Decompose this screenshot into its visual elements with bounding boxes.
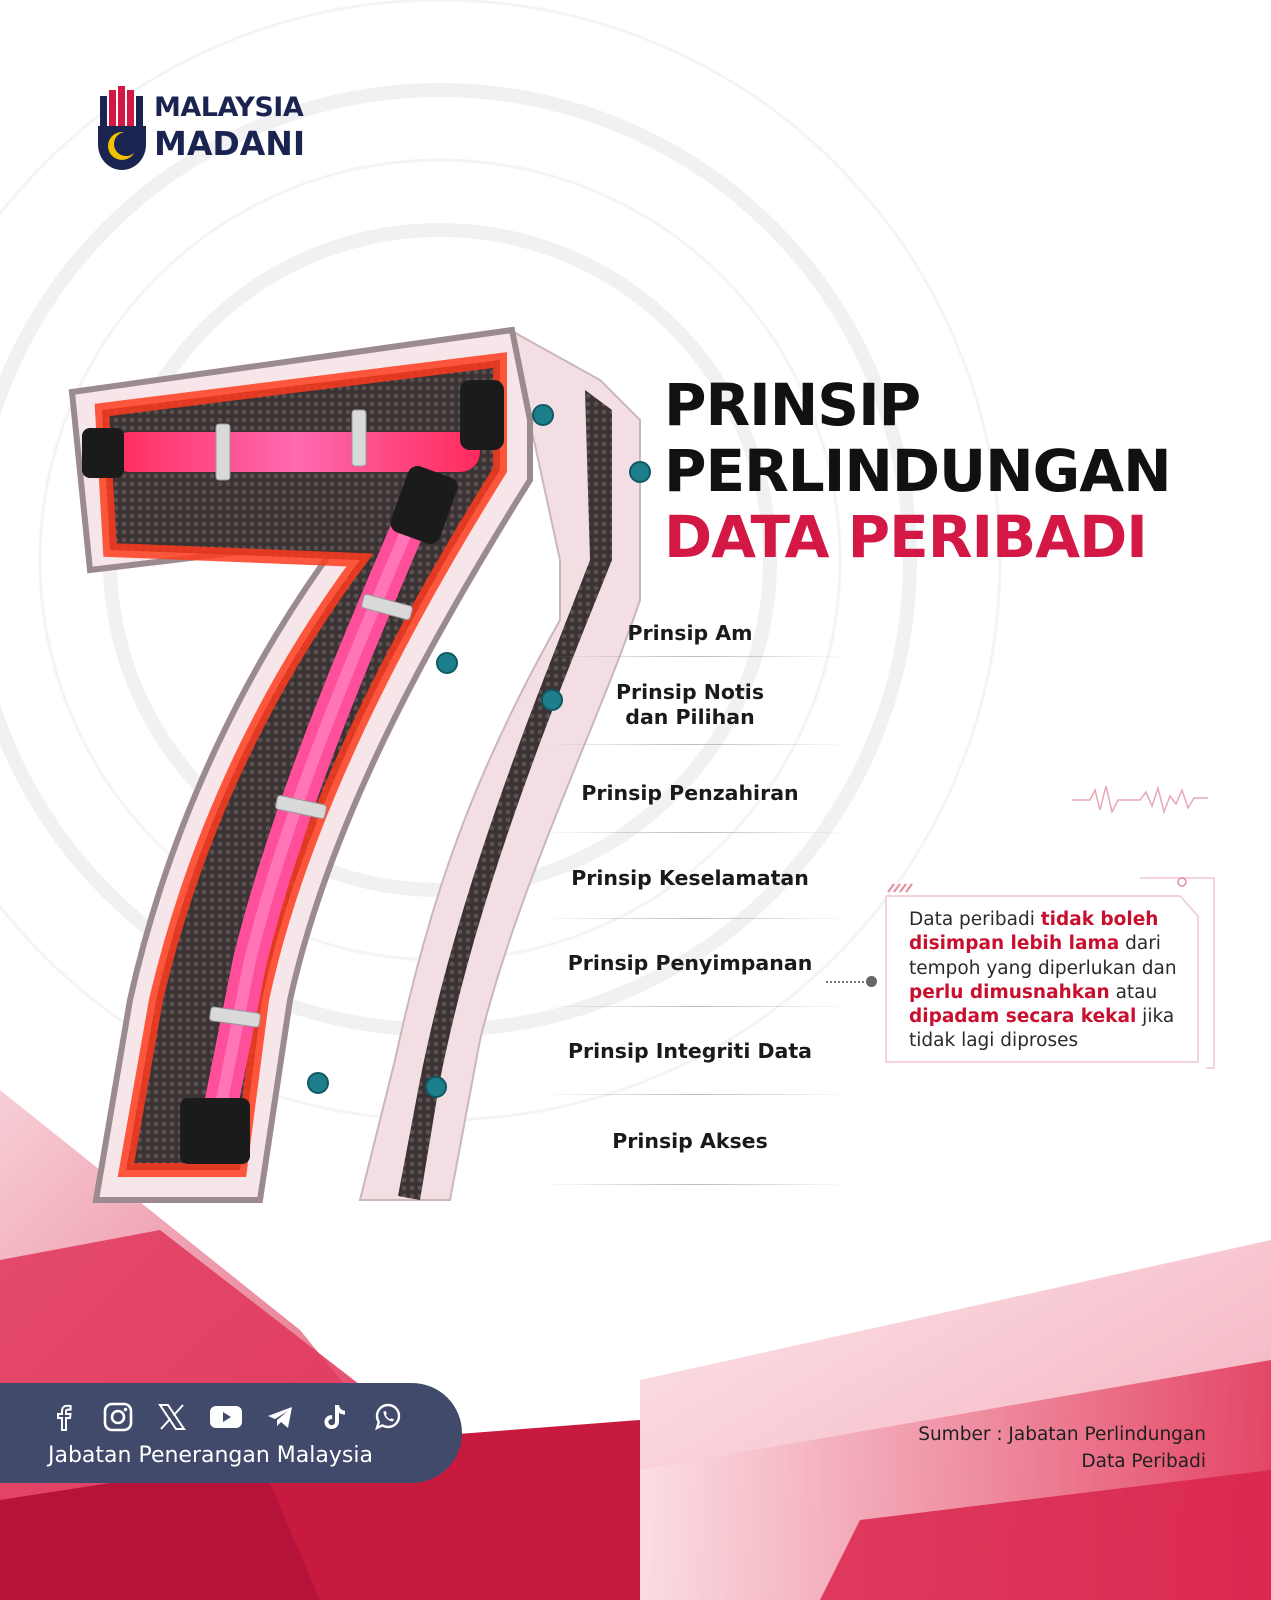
malaysia-madani-logo [96, 86, 326, 172]
connector-dot [866, 976, 877, 987]
info-text-part: jika tidak lagi diproses [909, 1006, 1175, 1052]
principle-item [530, 920, 850, 1006]
info-text-part: dari tempoh yang diperlukan dan [909, 933, 1177, 979]
telegram-icon[interactable] [260, 1397, 300, 1437]
madani-emblem-icon [96, 86, 156, 172]
x-icon[interactable] [152, 1397, 192, 1437]
divider [540, 1094, 850, 1095]
divider [540, 1006, 850, 1007]
divider [540, 656, 850, 657]
source-line1: Sumber : Jabatan Perlindungan [918, 1424, 1206, 1445]
principle-item [530, 750, 850, 836]
title-line3: DATA PERIBADI [664, 503, 1147, 571]
source-credit [880, 1421, 1206, 1475]
principle-item [530, 662, 850, 748]
facebook-icon[interactable] [44, 1397, 84, 1437]
principle-label: Prinsip Penzahiran [581, 780, 799, 805]
whatsapp-icon[interactable] [368, 1397, 408, 1437]
principle-label: Prinsip Notis dan Pilihan [615, 680, 765, 729]
principle-label: Prinsip Penyimpanan [567, 950, 813, 975]
principle-item [530, 1008, 850, 1094]
info-highlight: perlu dimusnahkan [909, 981, 1110, 1003]
principle-label: Prinsip Am [627, 620, 753, 645]
instagram-icon[interactable] [98, 1397, 138, 1437]
divider [540, 918, 850, 919]
source-line2: Data Peribadi [1081, 1451, 1206, 1472]
principle-label: Prinsip Akses [612, 1128, 768, 1153]
principle-label: Prinsip Integriti Data [568, 1038, 812, 1063]
social-icons [44, 1397, 408, 1437]
tiktok-icon[interactable] [314, 1397, 354, 1437]
divider [540, 832, 850, 833]
logo-text-line2: MADANI [154, 124, 306, 163]
divider [540, 744, 850, 745]
info-text-part: atau [1109, 981, 1158, 1003]
organization-name: Jabatan Penerangan Malaysia [48, 1443, 373, 1468]
logo-text-line1: MALAYSIA [154, 92, 304, 123]
info-highlight: dipadam secara kekal [909, 1006, 1137, 1028]
title-line1: PRINSIP [664, 371, 921, 439]
divider [540, 1184, 850, 1185]
page-title [664, 372, 1224, 570]
principle-label: Prinsip Keselamatan [571, 865, 809, 890]
social-footer [0, 1383, 462, 1483]
principle-item [530, 835, 850, 921]
youtube-icon[interactable] [206, 1397, 246, 1437]
info-highlight: tidak boleh disimpan lebih lama [909, 909, 1159, 955]
info-text-part: Data peribadi [909, 909, 1041, 930]
title-line2: PERLINDUNGAN [664, 437, 1171, 505]
info-text [909, 908, 1209, 1054]
info-callout [880, 872, 1220, 1072]
principle-item [530, 1098, 850, 1184]
